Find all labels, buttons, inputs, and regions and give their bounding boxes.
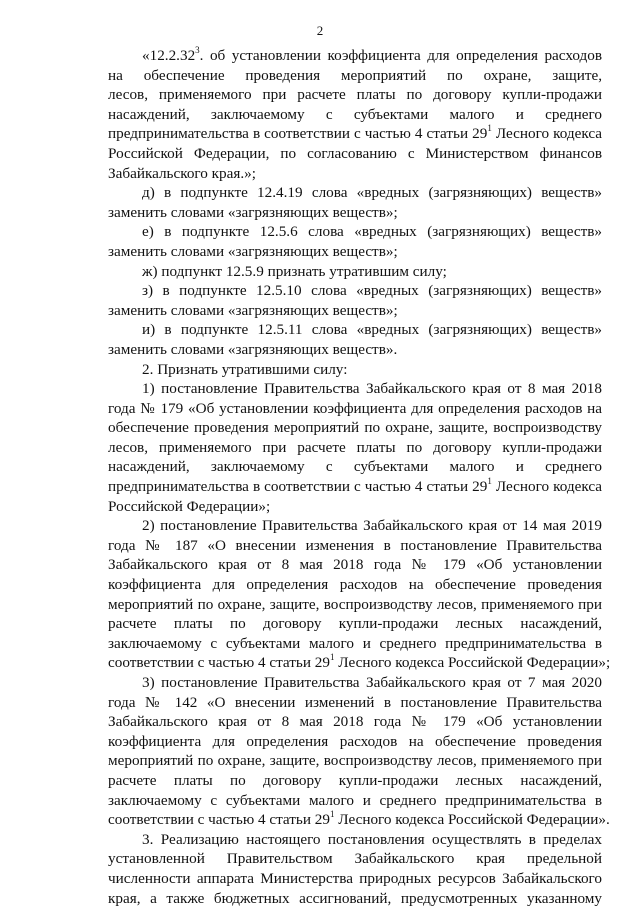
text-line <box>108 418 602 438</box>
text-line <box>108 477 602 497</box>
text-line-content: е) в подпункте 12.5.6 слова «вредных (загрязняющих) веществ» <box>142 223 602 241</box>
text-line <box>108 791 602 811</box>
text-line-content: численности аппарата Министерства природных ресурсов Забайкальского <box>108 869 602 887</box>
text-line-content: предпринимательства в соответствии с частью 4 статьи 29 <box>108 125 488 143</box>
text-line-content: заменить словами «загрязняющих веществ»; <box>108 242 398 260</box>
text-line-content: года № 142 «О внесении изменений в постановление Правительства <box>108 693 602 711</box>
document-body <box>108 46 611 908</box>
text-line <box>108 66 602 86</box>
text-line-content: лесов, применяемого при расчете платы по договору купли-продажи <box>108 86 602 104</box>
text-line <box>108 301 602 321</box>
text-line <box>108 575 602 595</box>
text-line <box>108 222 602 242</box>
text-line <box>108 555 602 575</box>
text-line-content: насаждений, заключаемому с субъектами малого и среднего <box>108 458 602 476</box>
text-line <box>108 751 602 771</box>
text-line <box>108 320 602 340</box>
text-line <box>108 732 602 752</box>
text-line-continuation: Лесного кодекса <box>491 125 602 143</box>
text-line-content: 2) постановление Правительства Забайкальского края от 14 мая 2019 <box>142 517 602 535</box>
text-line-content: мероприятий по охране, защите, воспроизводству лесов, применяемого при <box>108 595 602 613</box>
text-line <box>108 673 602 693</box>
text-line-content: 3) постановление Правительства Забайкальского края от 7 мая 2020 <box>142 674 602 691</box>
text-line-content: на обеспечение проведения мероприятий по охране, защите, <box>108 66 602 84</box>
text-line <box>108 144 602 164</box>
text-line <box>108 242 602 262</box>
text-line <box>108 46 602 66</box>
text-line-continuation: Лесного кодекса Российской Федерации»; <box>334 654 611 672</box>
text-line-content: заменить словами «загрязняющих веществ»; <box>108 301 398 319</box>
text-line-content: коэффициента для определения расходов на обеспечение проведения <box>108 576 602 594</box>
text-line <box>108 614 602 634</box>
text-line <box>108 124 602 144</box>
text-line <box>108 281 602 301</box>
text-line-content: 1) постановление Правительства Забайкальского края от 8 мая 2018 <box>142 380 602 398</box>
text-line <box>108 809 610 830</box>
text-line-content: Забайкальского края.»; <box>108 164 256 182</box>
text-line <box>108 652 611 673</box>
text-line <box>108 889 602 908</box>
text-line <box>108 712 602 732</box>
text-line <box>108 869 602 889</box>
text-line-content: соответствии с частью 4 статьи 29 <box>108 654 330 672</box>
text-line <box>108 497 602 517</box>
text-line <box>108 105 602 125</box>
text-line-content: Российской Федерации, по согласованию с Министерством финансов <box>108 144 602 162</box>
text-line-content: д) в подпункте 12.4.19 слова «вредных (загрязняющих) веществ» <box>142 184 602 202</box>
text-line <box>108 457 602 477</box>
text-line <box>108 516 602 536</box>
text-line-content: насаждений, заключаемому с субъектами малого и среднего <box>108 105 602 123</box>
text-line <box>108 262 602 282</box>
text-line-content: и) в подпункте 12.5.11 слова «вредных (загрязняющих) веществ» <box>142 321 602 339</box>
text-line-content: з) в подпункте 12.5.10 слова «вредных (загрязняющих) веществ» <box>142 282 602 300</box>
text-line-content: ж) подпункт 12.5.9 признать утратившим силу; <box>142 262 447 280</box>
superscript: 1 <box>487 477 492 486</box>
text-line <box>108 536 602 556</box>
text-line <box>108 849 602 869</box>
text-line <box>108 203 602 223</box>
text-line-continuation: Лесного кодекса <box>491 478 602 496</box>
text-line-content: Забайкальского края от 8 мая 2018 года № 179 «Об установлении <box>108 713 602 731</box>
text-line-content: обеспечение проведения мероприятий по охране, защите, воспроизводству <box>108 419 602 437</box>
text-line-content: заключаемому с субъектами малого и среднего предпринимательства в <box>108 791 602 809</box>
text-line-content: заменить словами «загрязняющих веществ»; <box>108 203 398 221</box>
text-line <box>108 85 602 105</box>
text-line <box>108 164 602 184</box>
text-line <box>108 771 602 791</box>
text-line <box>108 183 602 203</box>
text-line <box>108 634 602 654</box>
text-line-content: мероприятий по охране, защите, воспроизводству лесов, применяемого при <box>108 752 602 770</box>
text-line-content: заменить словами «загрязняющих веществ». <box>108 340 398 358</box>
text-line-content: года № 179 «Об установлении коэффициента для определения расходов на <box>108 399 602 417</box>
superscript: 1 <box>329 809 335 820</box>
text-line-content: края, а также бюджетных ассигнований, предусмотренных указанному <box>108 889 602 907</box>
text-line-continuation: Лесного кодекса Российской Федерации». <box>334 811 610 829</box>
text-line <box>108 438 602 458</box>
superscript: 3 <box>195 46 200 55</box>
text-line-continuation: . об установлении коэффициента для определения расходов <box>199 47 602 64</box>
text-line-content: соответствии с частью 4 статьи 29 <box>108 811 330 829</box>
text-line-content: установленной Правительством Забайкальского края предельной <box>108 850 602 868</box>
text-line-content: Российской Федерации»; <box>108 497 271 515</box>
text-line-content: коэффициента для определения расходов на обеспечение проведения <box>108 732 602 750</box>
text-line-content: 3. Реализацию настоящего постановления осуществлять в пределах <box>142 830 602 848</box>
text-line <box>108 830 602 850</box>
text-line-content: 2. Признать утратившими силу: <box>142 360 348 378</box>
text-line-content: лесов, применяемого при расчете платы по договору купли-продажи <box>108 438 602 456</box>
text-line <box>108 399 602 419</box>
text-line-content: года № 187 «О внесении изменения в постановление Правительства <box>108 536 602 554</box>
page-number: 2 <box>316 23 324 38</box>
text-line <box>108 693 602 713</box>
superscript: 1 <box>329 652 335 663</box>
text-line-content: расчете платы по договору купли-продажи лесных насаждений, <box>108 615 602 633</box>
text-line-content: Забайкальского края от 8 мая 2018 года № 179 «Об установлении <box>108 556 602 574</box>
text-line <box>108 379 602 399</box>
text-line <box>108 595 602 615</box>
superscript: 1 <box>487 124 492 134</box>
text-line-content: предпринимательства в соответствии с частью 4 статьи 29 <box>108 478 488 496</box>
text-line-content: расчете платы по договору купли-продажи лесных насаждений, <box>108 771 602 789</box>
text-line <box>108 340 602 360</box>
text-line-content: заключаемому с субъектами малого и среднего предпринимательства в <box>108 634 602 652</box>
text-line <box>108 360 602 380</box>
text-line-content: «12.2.32 <box>142 47 196 64</box>
